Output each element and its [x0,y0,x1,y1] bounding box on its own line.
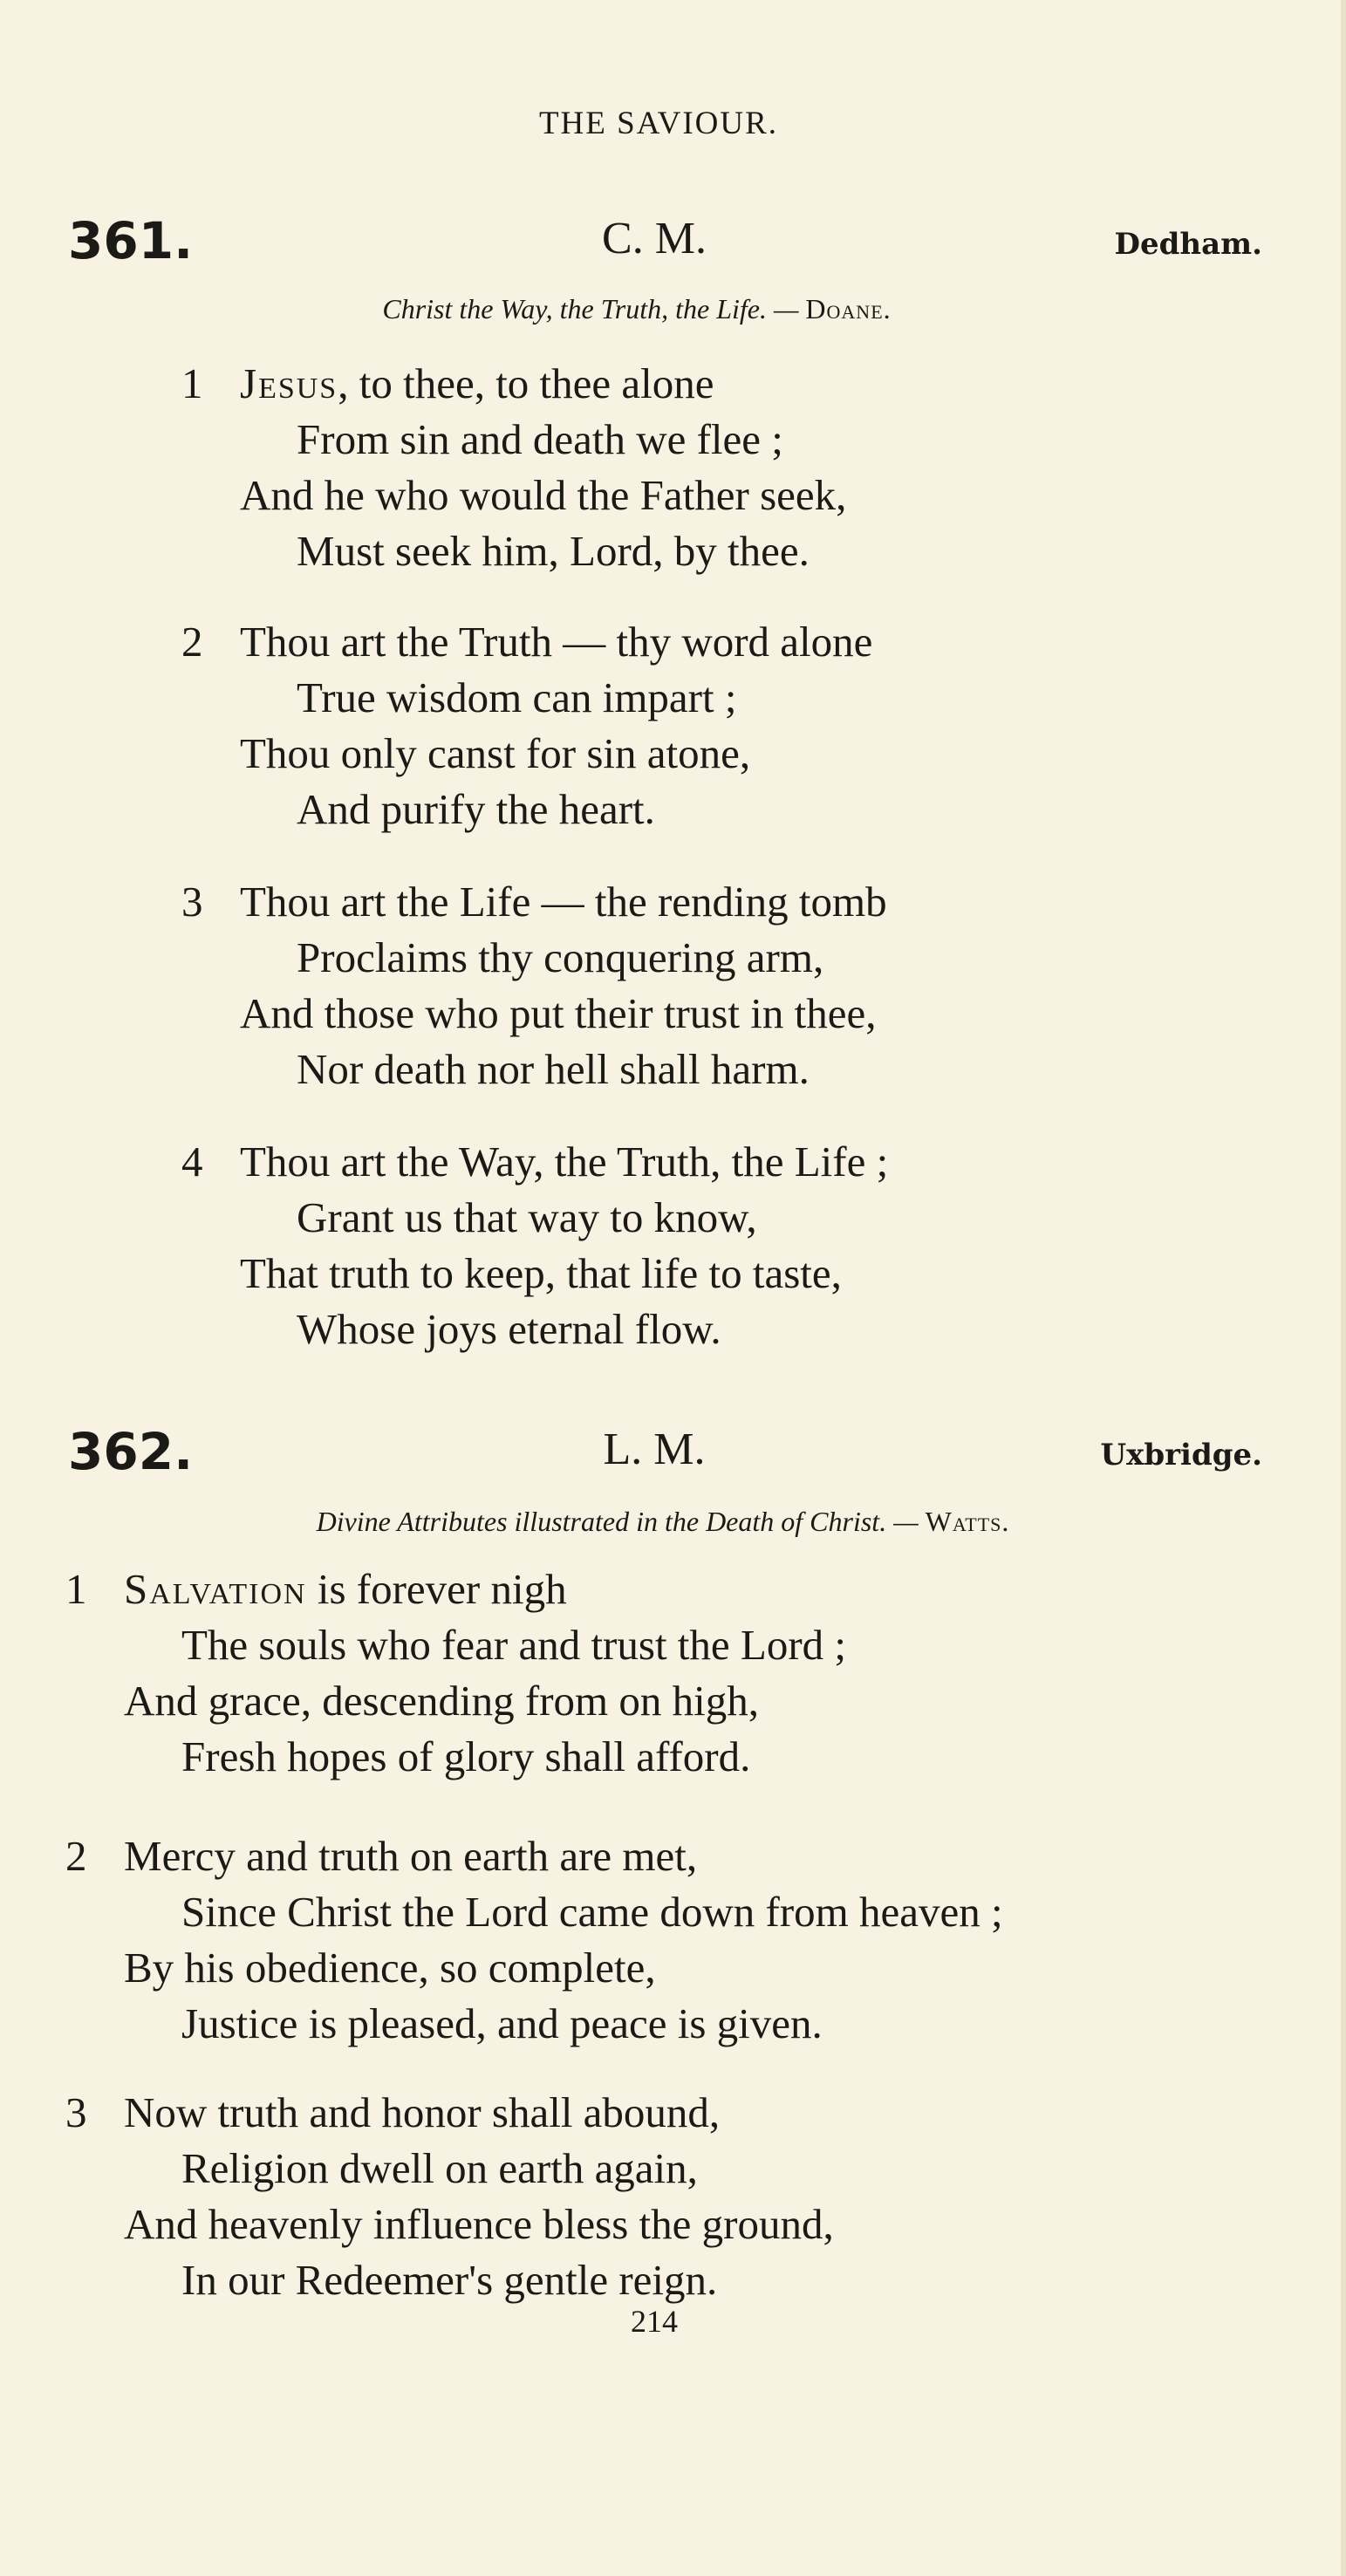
hymn-author: Watts. [925,1506,1010,1537]
verse-number: 3 [181,878,203,926]
verse-number: 2 [181,618,203,666]
verse-line: Thou art the Truth — thy word alone [240,618,873,666]
hymn-number: 361. [68,211,194,270]
verse-line-rest: is forever nigh [306,1565,567,1613]
verse-line [240,358,714,410]
verse-line: Thou art the Life — the rending tomb [240,878,887,926]
verse-line-rest: , to thee, to thee alone [338,359,714,407]
page-number: 214 [631,2304,678,2339]
hymn-subtitle: Christ the Way, the Truth, the Life. — Doane. [382,293,892,325]
hymn-title: Christ the Way, the Truth, the Life. [382,293,767,325]
hymn-heading [0,211,1346,272]
verse-line: Fresh hopes of glory shall afford. [181,1732,751,1780]
hymn-tune: Uxbridge. [1100,1438,1262,1472]
verse-number: 2 [65,1832,87,1880]
hymn-meter: L. M. [603,1425,706,1474]
verse-line: That truth to keep, that life to taste, [240,1249,842,1297]
verse-line [124,1563,567,1616]
verse-line: Since Christ the Lord came down from heaven ; [181,1888,1003,1936]
verse-line: From sin and death we flee ; [297,415,783,463]
verse-line: Thou only canst for sin atone, [240,729,751,777]
verse-line: In our Redeemer's gentle reign. [181,2256,718,2304]
hymn-author: Doane. [805,293,892,325]
verse-line: And those who put their trust in thee, [240,989,877,1037]
verse-line: And grace, descending from on high, [124,1677,759,1725]
verse-line: And heavenly influence bless the ground, [124,2200,834,2248]
page-edge [1341,0,1346,2576]
hymn-number: 362. [68,1422,194,1481]
running-head: THE SAVIOUR. [538,106,779,141]
verse-line: Now truth and honor shall abound, [124,2088,721,2136]
verse-line: Grant us that way to know, [297,1193,757,1241]
verse-line: And purify the heart. [297,785,655,833]
verse-number: 1 [181,359,203,407]
hymn-tune: Dedham. [1114,227,1262,262]
hymn-meter: C. M. [602,214,707,263]
hymn-title: Divine Attributes illustrated in the Death of Christ. [316,1506,887,1537]
hymn-subtitle: Divine Attributes illustrated in the Death of Christ. — Watts. [316,1506,1010,1537]
verse-line: Justice is pleased, and peace is given. [181,1999,823,2047]
verse-line: Proclaims thy conquering arm, [297,933,824,981]
verse-line: Nor death nor hell shall harm. [297,1045,810,1093]
verse-number: 1 [65,1565,87,1613]
hymn-heading [0,1422,1346,1483]
verse-line: Religion dwell on earth again, [181,2144,698,2192]
verse-line: Whose joys eternal flow. [297,1305,721,1353]
verse-initial-word: Jesus [240,359,338,407]
verse-line: Thou art the Way, the Truth, the Life ; [240,1138,889,1186]
verse-line: And he who would the Father seek, [240,471,847,519]
verse-number: 4 [181,1138,203,1186]
verse-line: By his obedience, so complete, [124,1944,656,1992]
verse-line: Mercy and truth on earth are met, [124,1832,698,1880]
verse-number: 3 [65,2088,87,2136]
verse-line: Must seek him, Lord, by thee. [297,527,810,575]
verse-line: The souls who fear and trust the Lord ; [181,1621,847,1669]
verse-line: True wisdom can impart ; [297,673,737,721]
verse-initial-word: Salvation [124,1565,307,1613]
